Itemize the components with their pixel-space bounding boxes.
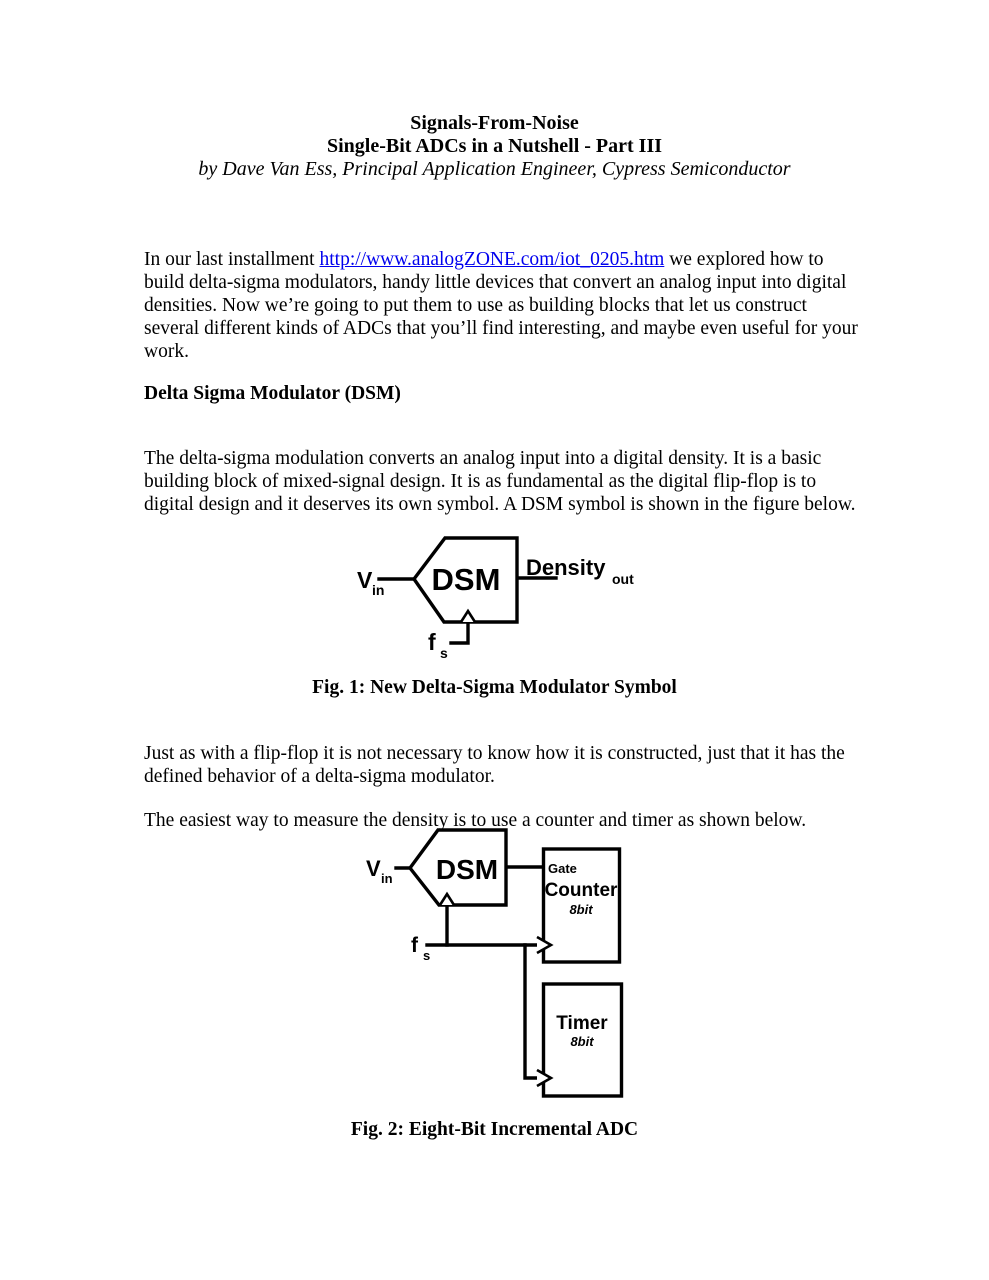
intro-paragraph xyxy=(144,248,862,363)
fig2-timer-bits-label: 8bit xyxy=(570,1034,594,1049)
fig1-clock-wire xyxy=(451,624,468,643)
fig2-vin-subscript: in xyxy=(381,871,393,886)
page-title-line1: Signals-From-Noise xyxy=(410,112,579,134)
section-heading: Delta Sigma Modulator (DSM) xyxy=(144,383,401,404)
figure1-dsm-symbol-diagram xyxy=(340,520,660,668)
fig1-fs-subscript: s xyxy=(440,645,448,661)
flipflop-paragraph: Just as with a flip-flop it is not necessary to know how it is constructed, just that it has the defined behavior of a delta-sigma modulator. xyxy=(144,742,845,787)
fig1-density-subscript: out xyxy=(612,571,634,587)
intro-text-before-link: In our last installment xyxy=(144,248,320,270)
byline: by Dave Van Ess, Principal Application Engineer, Cypress Semiconductor xyxy=(198,158,791,180)
fig1-vin-label: V xyxy=(357,567,373,593)
fig2-counter-bits-label: 8bit xyxy=(569,902,593,917)
figure2-incremental-adc-diagram xyxy=(350,815,645,1107)
fig2-dsm-label: DSM xyxy=(435,854,499,885)
fig1-vin-subscript: in xyxy=(372,582,385,598)
analogzone-link[interactable]: http://www.analogZONE.com/iot_0205.htm xyxy=(319,248,665,270)
fig2-fs-label: f xyxy=(411,934,418,957)
fig2-gate-label: Gate xyxy=(548,861,577,876)
fig2-counter-label: Counter xyxy=(544,880,618,901)
intro-text-after-link: we explored how to build delta-sigma modulators, handy little devices that convert an analog input into digital densities. Now we’re going to put them to use as building blocks that let us construct several different kinds of ADCs that you’ll find interesting, and maybe even useful for your work. xyxy=(144,248,858,362)
fig2-fs-subscript: s xyxy=(423,948,431,963)
figure2-caption: Fig. 2: Eight-Bit Incremental ADC xyxy=(350,1119,639,1140)
figure1-caption: Fig. 1: New Delta-Sigma Modulator Symbol xyxy=(312,677,677,698)
fig1-density-label: Density xyxy=(526,555,606,580)
fig1-fs-label: f xyxy=(428,629,436,655)
title-block xyxy=(0,112,989,181)
fig2-vin-label: V xyxy=(366,856,381,881)
fig2-timer-label: Timer xyxy=(556,1013,608,1034)
page-title-line2: Single-Bit ADCs in a Nutshell - Part III xyxy=(326,135,663,157)
measure-density-paragraph: The easiest way to measure the density is to use a counter and timer as shown below. xyxy=(144,809,807,831)
dsm-description-paragraph: The delta-sigma modulation converts an analog input into a digital density. It is a basic building block of mixed-signal design. It is as fundamental as the digital flip-flop is to digital design and it deserves its own symbol. A DSM symbol is shown in the figure below. xyxy=(144,447,856,515)
fig1-dsm-label: DSM xyxy=(431,562,501,597)
